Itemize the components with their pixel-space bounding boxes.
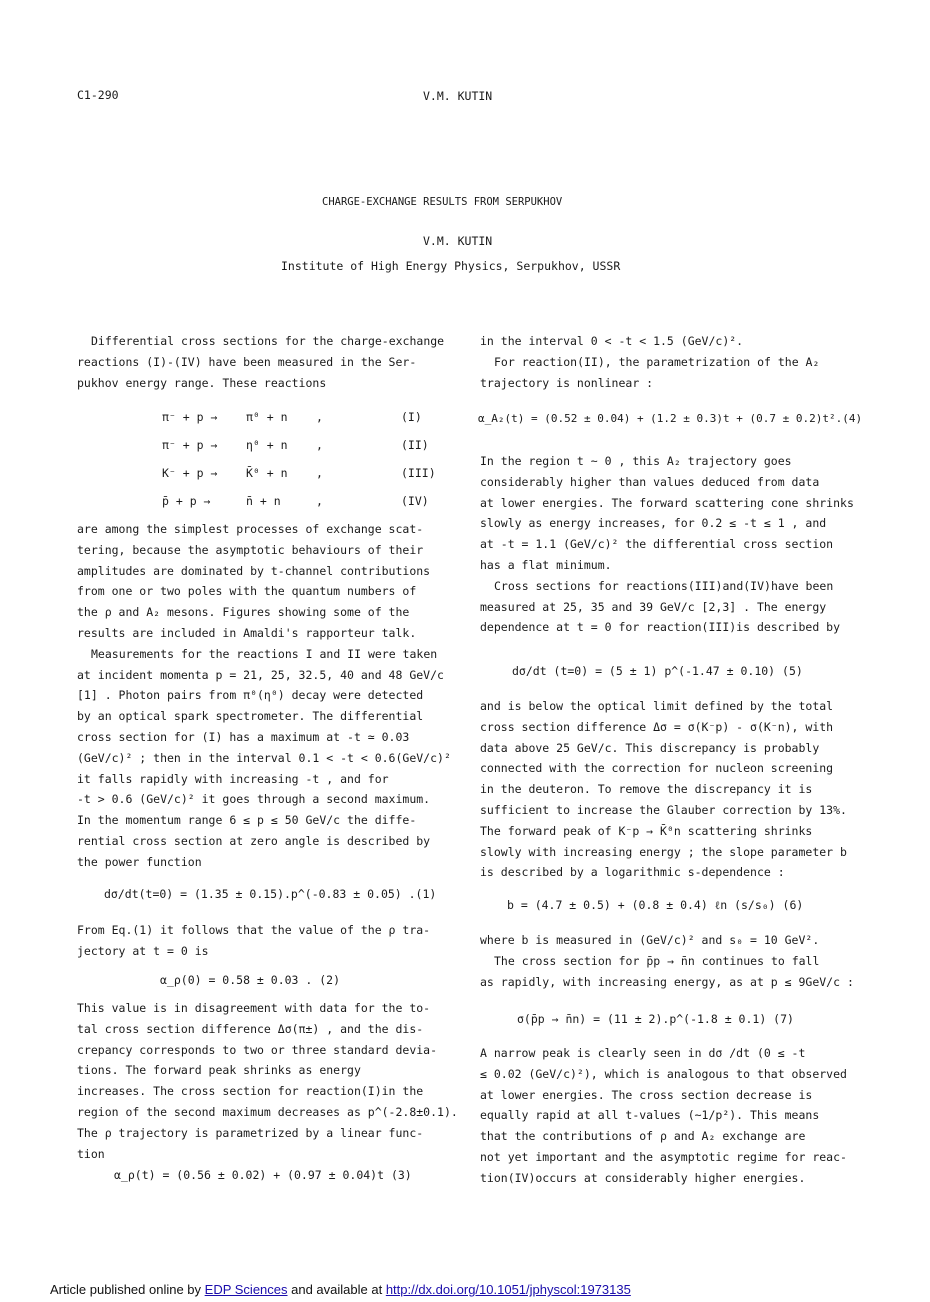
text-line: tions. The forward peak shrinks as energy [77, 1063, 361, 1078]
right-paragraph-4 [480, 696, 847, 883]
text-line: The ρ trajectory is parametrized by a linear func- [77, 1125, 424, 1140]
text-line: This value is in disagreement with data for the to- [77, 1001, 431, 1015]
text-line: from one or two poles with the quantum numbers of [77, 584, 417, 599]
publisher-link[interactable]: EDP Sciences [204, 1282, 288, 1297]
text-line: In the momentum range 6 ≤ p ≤ 50 GeV/c the diffe- [77, 813, 417, 828]
text-line: in the interval 0 < -t < 1.5 (GeV/c)². [480, 334, 744, 348]
text-line: From Eq.(1) it follows that the value of the ρ tra- [77, 923, 431, 937]
text-line: Measurements for the reactions I and II were taken [91, 646, 438, 661]
doi-link[interactable]: http://dx.doi.org/10.1051/jphyscol:1973135 [385, 1282, 631, 1297]
text-line: cross section for (I) has a maximum at -t ≃ 0.03 [77, 729, 410, 744]
text-line: measured at 25, 35 and 39 GeV/c [2,3] . The energy [480, 599, 827, 614]
running-author: V.M. KUTIN [423, 89, 493, 103]
footer-prefix: Article published online by [50, 1282, 205, 1297]
text-line: it falls rapidly with increasing -t , and for [77, 771, 389, 786]
reaction-rhs: K̄⁰ + n [246, 466, 288, 480]
reaction-rhs: π⁰ + n [246, 410, 288, 424]
left-paragraph-4 [77, 998, 458, 1164]
text-line: tion [77, 1146, 105, 1161]
reaction-lhs: π⁻ + p → [162, 438, 218, 452]
text-line: A narrow peak is clearly seen in dσ /dt (0 ≤ -t [480, 1046, 806, 1060]
right-paragraph-1 [480, 331, 819, 393]
text-line: cross section difference Δσ = σ(K⁻p) - σ(K⁻n), with [480, 719, 834, 734]
text-line: sufficient to increase the Glauber correction by 13%. [480, 802, 847, 817]
text-line: at -t = 1.1 (GeV/c)² the differential cross section [480, 537, 834, 552]
text-line: are among the simplest processes of exchange scat- [77, 522, 424, 536]
paper-title: CHARGE-EXCHANGE RESULTS FROM SERPUKHOV [322, 196, 563, 208]
text-line: tering, because the asymptotic behaviours of their [77, 542, 424, 557]
text-line: connected with the correction for nucleon screening [480, 761, 834, 776]
reaction-sep: , [316, 494, 323, 508]
text-line: the power function [77, 854, 202, 869]
paper-author: V.M. KUTIN [423, 234, 493, 248]
text-line: in the deuteron. To remove the discrepancy it is [480, 782, 813, 797]
text-line: results are included in Amaldi's rapporteur talk. [77, 625, 417, 640]
text-line: ≤ 0.02 (GeV/c)²), which is analogous to that observed [480, 1066, 847, 1081]
text-line: jectory at t = 0 is [77, 943, 209, 958]
equation-3: α_ρ(t) = (0.56 ± 0.02) + (0.97 ± 0.04)t (3) [114, 1168, 412, 1182]
text-line: at incident momenta p = 21, 25, 32.5, 40 and 48 GeV/c [77, 667, 444, 682]
equation-2: α_ρ(0) = 0.58 ± 0.03 . (2) [160, 973, 341, 987]
reaction-lhs: p̄ + p → [162, 494, 211, 508]
text-line: Cross sections for reactions(III)and(IV)have been [494, 578, 834, 593]
text-line: that the contributions of ρ and A₂ exchange are [480, 1129, 806, 1144]
text-line: not yet important and the asymptotic regime for reac- [480, 1149, 847, 1164]
text-line: The forward peak of K⁻p → K̄⁰n scattering shrinks [480, 823, 813, 838]
text-line: the ρ and A₂ mesons. Figures showing some of the [77, 605, 410, 620]
reaction-label: (II) [401, 438, 429, 452]
right-paragraph-5 [480, 930, 854, 992]
text-line: amplitudes are dominated by t-channel contributions [77, 563, 431, 578]
reaction-rhs: η⁰ + n [246, 438, 288, 452]
reaction-sep: , [316, 410, 323, 424]
text-line: reactions (I)-(IV) have been measured in the Ser- [77, 354, 417, 369]
text-line: data above 25 GeV/c. This discrepancy is probably [480, 740, 820, 755]
equation-4: α_A₂(t) = (0.52 ± 0.04) + (1.2 ± 0.3)t + (0.7 ± 0.2)t².(4) [478, 412, 863, 425]
page-id: C1-290 [77, 88, 119, 102]
reaction-label: (IV) [401, 494, 429, 508]
text-line: has a flat minimum. [480, 557, 612, 572]
text-line: by an optical spark spectrometer. The differential [77, 709, 424, 724]
reaction-sep: , [316, 466, 323, 480]
left-paragraph-1 [77, 519, 451, 873]
text-line: slowly as energy increases, for 0.2 ≤ -t ≤ 1 , and [480, 516, 827, 531]
equation-5: dσ/dt (t=0) = (5 ± 1) p^(-1.47 ± 0.10) (5) [512, 664, 803, 678]
affiliation: Institute of High Energy Physics, Serpukhov, USSR [281, 259, 621, 273]
text-line: For reaction(II), the parametrization of the A₂ [494, 354, 820, 369]
equation-1: dσ/dt(t=0) = (1.35 ± 0.15).p^(-0.83 ± 0.05) .(1) [104, 887, 437, 901]
text-line: slowly with increasing energy ; the slope parameter b [480, 844, 847, 859]
text-line: The cross section for p̄p → n̄n continues to fall [494, 953, 820, 968]
left-intro [77, 331, 444, 393]
text-line: Differential cross sections for the charge-exchange [91, 334, 445, 348]
footer-middle: and available at [287, 1282, 386, 1297]
equation-6: b = (4.7 ± 0.5) + (0.8 ± 0.4) ℓn (s/s₀) (6) [507, 898, 804, 912]
publication-footer [50, 1282, 631, 1297]
right-paragraph-6 [480, 1043, 847, 1189]
reaction-label: (III) [401, 466, 436, 480]
text-line: dependence at t = 0 for reaction(III)is described by [480, 620, 841, 635]
left-paragraph-3 [77, 920, 430, 962]
reaction-lhs: K⁻ + p → [162, 466, 218, 480]
text-line: trajectory is nonlinear : [480, 375, 654, 390]
text-line: tal cross section difference Δσ(π±) , and the dis- [77, 1021, 424, 1036]
text-line: region of the second maximum decreases as p^(-2.8±0.1). [77, 1104, 458, 1119]
reaction-label: (I) [401, 410, 422, 424]
text-line: pukhov energy range. These reactions [77, 375, 327, 390]
text-line: increases. The cross section for reaction(I)in the [77, 1084, 424, 1099]
text-line: rential cross section at zero angle is described by [77, 833, 431, 848]
text-line: and is below the optical limit defined by the total [480, 699, 834, 713]
reaction-rhs: n̄ + n [246, 494, 281, 508]
text-line: equally rapid at all t-values (~1/p²). This means [480, 1108, 820, 1123]
text-line: [1] . Photon pairs from π⁰(η⁰) decay were detected [77, 688, 424, 703]
text-line: tion(IV)occurs at considerably higher energies. [480, 1170, 806, 1185]
reaction-sep: , [316, 438, 323, 452]
text-line: In the region t ~ 0 , this A₂ trajectory goes [480, 454, 792, 468]
text-line: considerably higher than values deduced from data [480, 474, 820, 489]
reaction-lhs: π⁻ + p → [162, 410, 218, 424]
text-line: crepancy corresponds to two or three standard devia- [77, 1042, 438, 1057]
equation-7: σ(p̄p → n̄n) = (11 ± 2).p^(-1.8 ± 0.1) (7) [517, 1012, 794, 1026]
text-line: as rapidly, with increasing energy, as at p ≤ 9GeV/c : [480, 974, 854, 989]
text-line: -t > 0.6 (GeV/c)² it goes through a second maximum. [77, 792, 431, 807]
text-line: (GeV/c)² ; then in the interval 0.1 < -t < 0.6(GeV/c)² [77, 750, 451, 765]
text-line: where b is measured in (GeV/c)² and s₀ = 10 GeV². [480, 933, 820, 947]
text-line: at lower energies. The cross section decrease is [480, 1087, 813, 1102]
text-line: at lower energies. The forward scattering cone shrinks [480, 495, 854, 510]
right-paragraph-2 [480, 451, 854, 638]
text-line: is described by a logarithmic s-dependence : [480, 865, 785, 880]
